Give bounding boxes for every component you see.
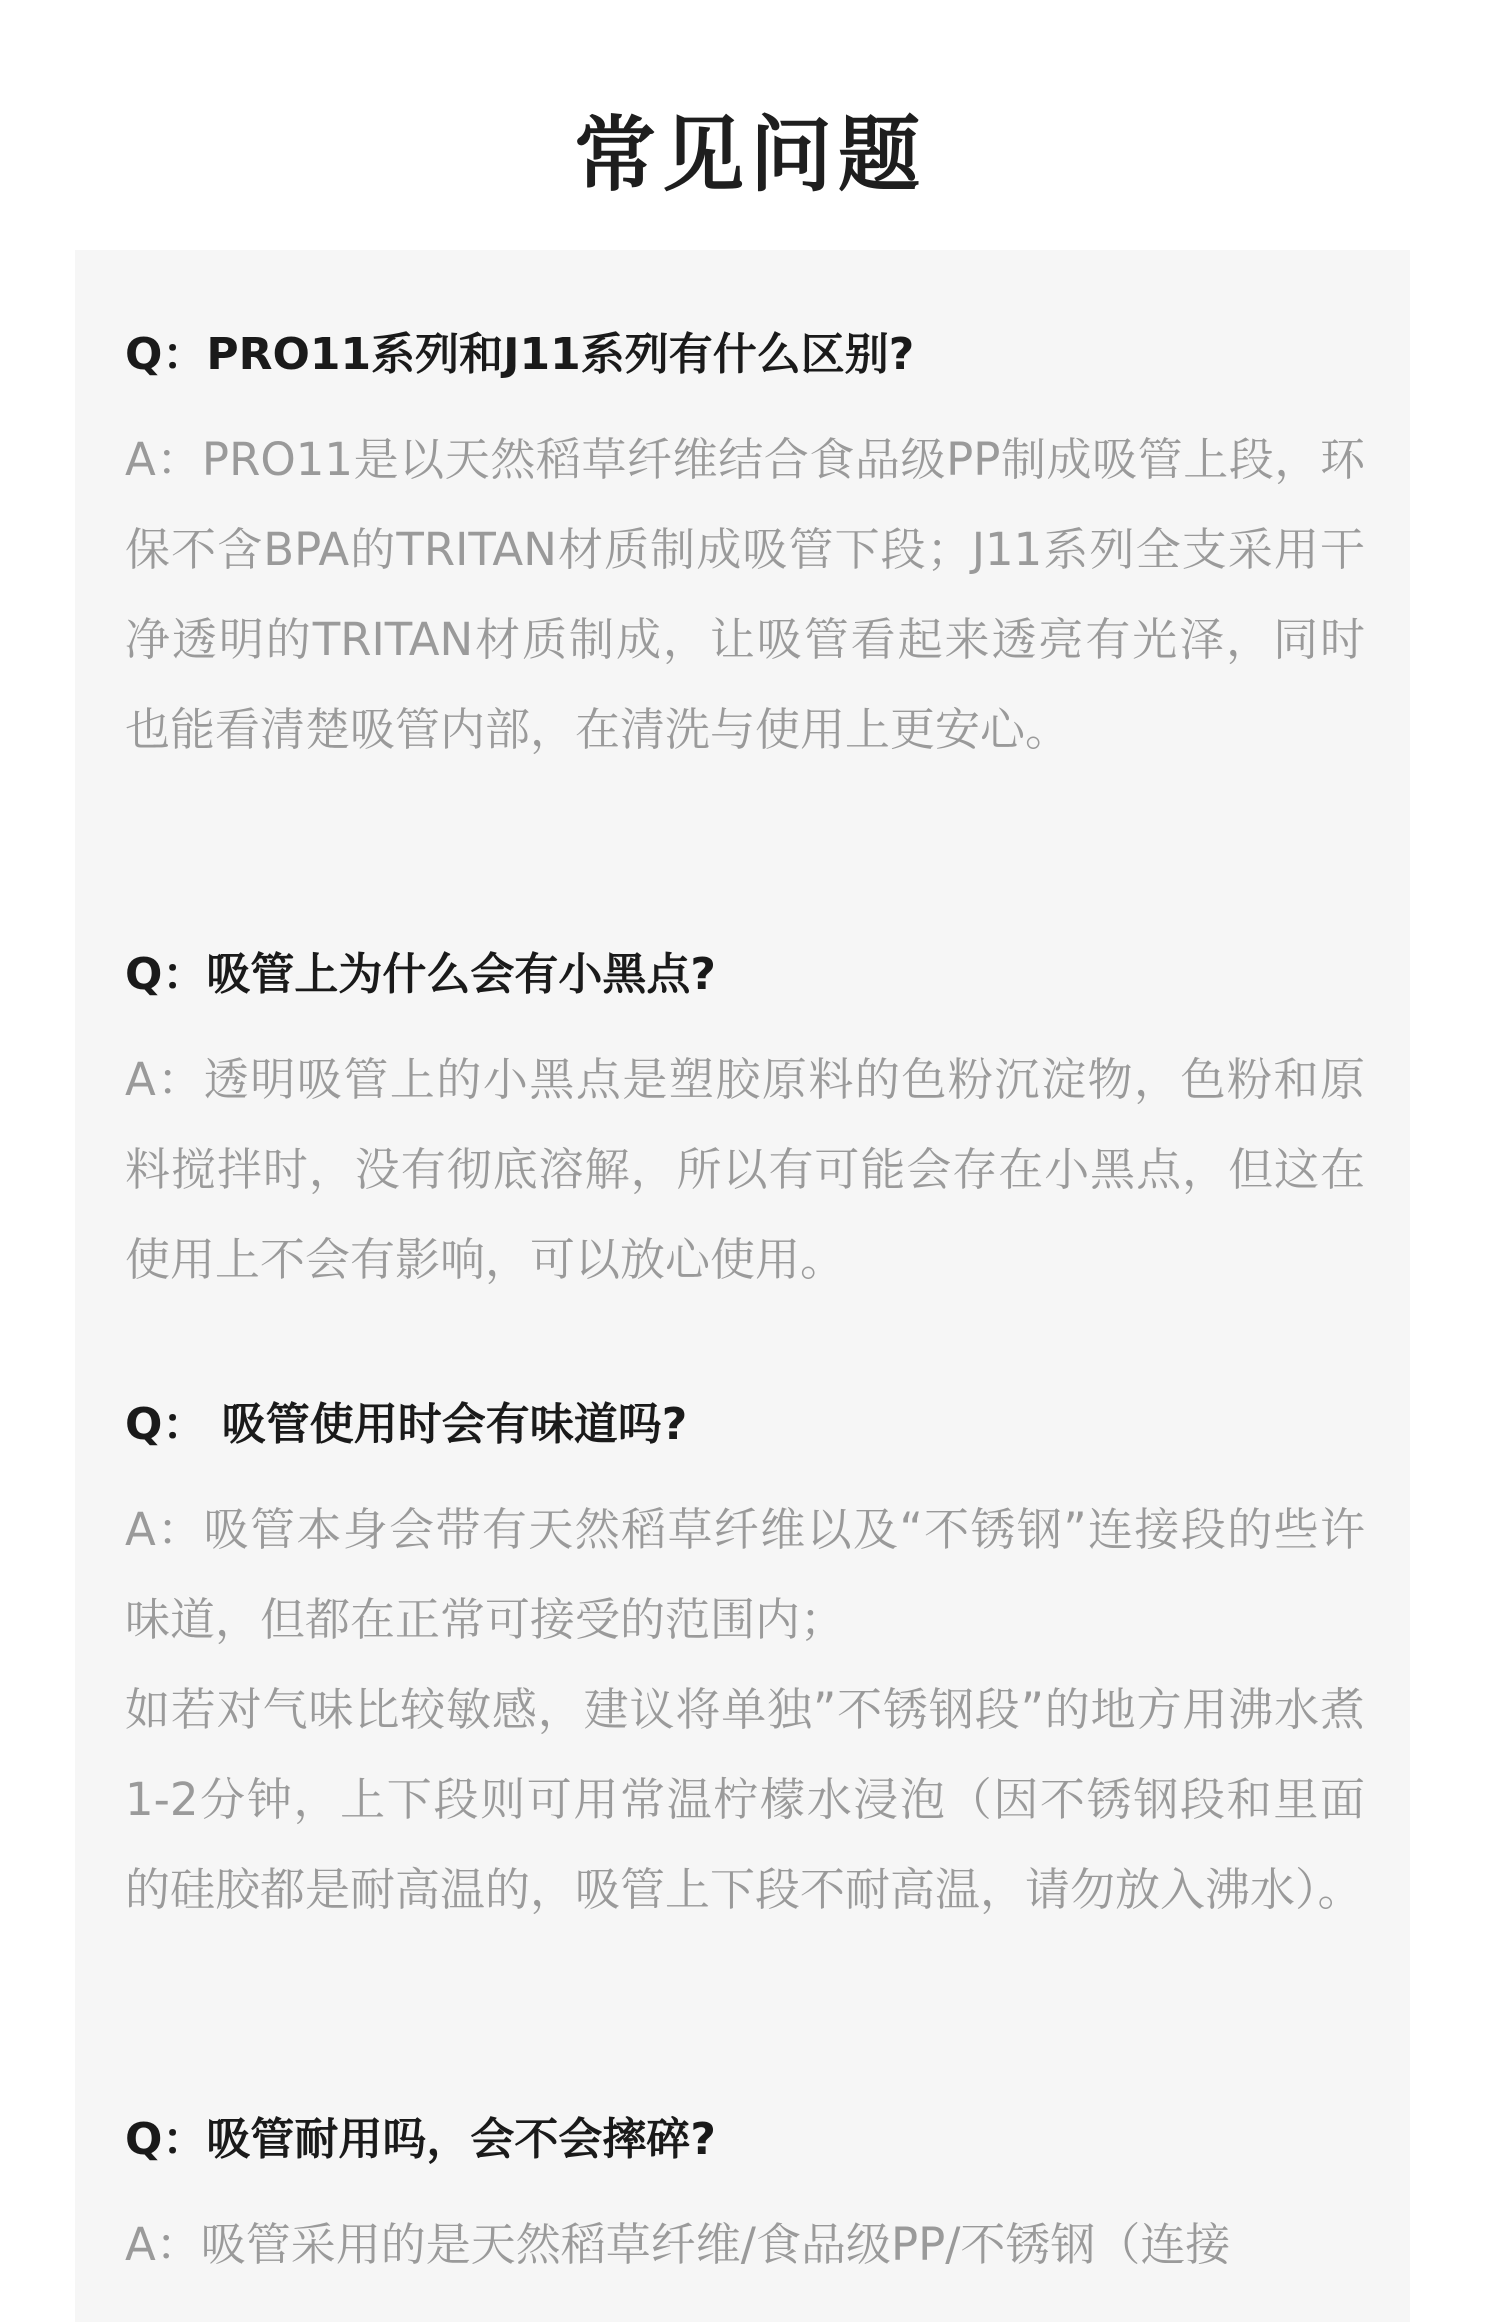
faq-panel: [75, 250, 1410, 2322]
faq-question: Q：吸管耐用吗，会不会摔碎?: [125, 2114, 716, 2165]
faq-answer-text: 如若对气味比较敏感，建议将单独”不锈钢段”的地方用沸水煮1-2分钟，上下段则可用常温柠檬水浸泡（因不锈钢段和里面的硅胶都是耐高温的，吸管上下段不耐高温，请勿放入沸水）。: [125, 1683, 1365, 1916]
faq-answer-text: A：吸管本身会带有天然稻草纤维以及“不锈钢”连接段的些许味道，但都在正常可接受的范围内；: [125, 1503, 1365, 1646]
faq-answer: [125, 2200, 1365, 2290]
faq-question: Q：PRO11系列和J11系列有什么区别?: [125, 329, 915, 380]
faq-item: [125, 1395, 1365, 1935]
faq-answer: [125, 1035, 1365, 1305]
faq-item: [125, 325, 1365, 775]
faq-item: [125, 945, 1365, 1305]
faq-question: Q：吸管上为什么会有小黑点?: [125, 949, 716, 1000]
faq-answer-text: A：吸管采用的是天然稻草纤维/食品级PP/不锈钢（连接: [125, 2218, 1231, 2271]
faq-answer-text: A：透明吸管上的小黑点是塑胶原料的色粉沉淀物，色粉和原料搅拌时，没有彻底溶解，所以有可能会存在小黑点，但这在使用上不会有影响，可以放心使用。: [125, 1053, 1365, 1286]
faq-answer-text: A：PRO11是以天然稻草纤维结合食品级PP制成吸管上段，环保不含BPA的TRITAN材质制成吸管下段；J11系列全支采用干净透明的TRITAN材质制成，让吸管看起来透亮有光泽，同时也能看清楚吸管内部，在清洗与使用上更安心。: [125, 433, 1365, 756]
faq-answer: [125, 1485, 1365, 1935]
faq-answer: [125, 415, 1365, 775]
faq-question: Q： 吸管使用时会有味道吗?: [125, 1399, 688, 1450]
page-title: 常见问题: [573, 108, 926, 203]
faq-item: [125, 2110, 1365, 2290]
